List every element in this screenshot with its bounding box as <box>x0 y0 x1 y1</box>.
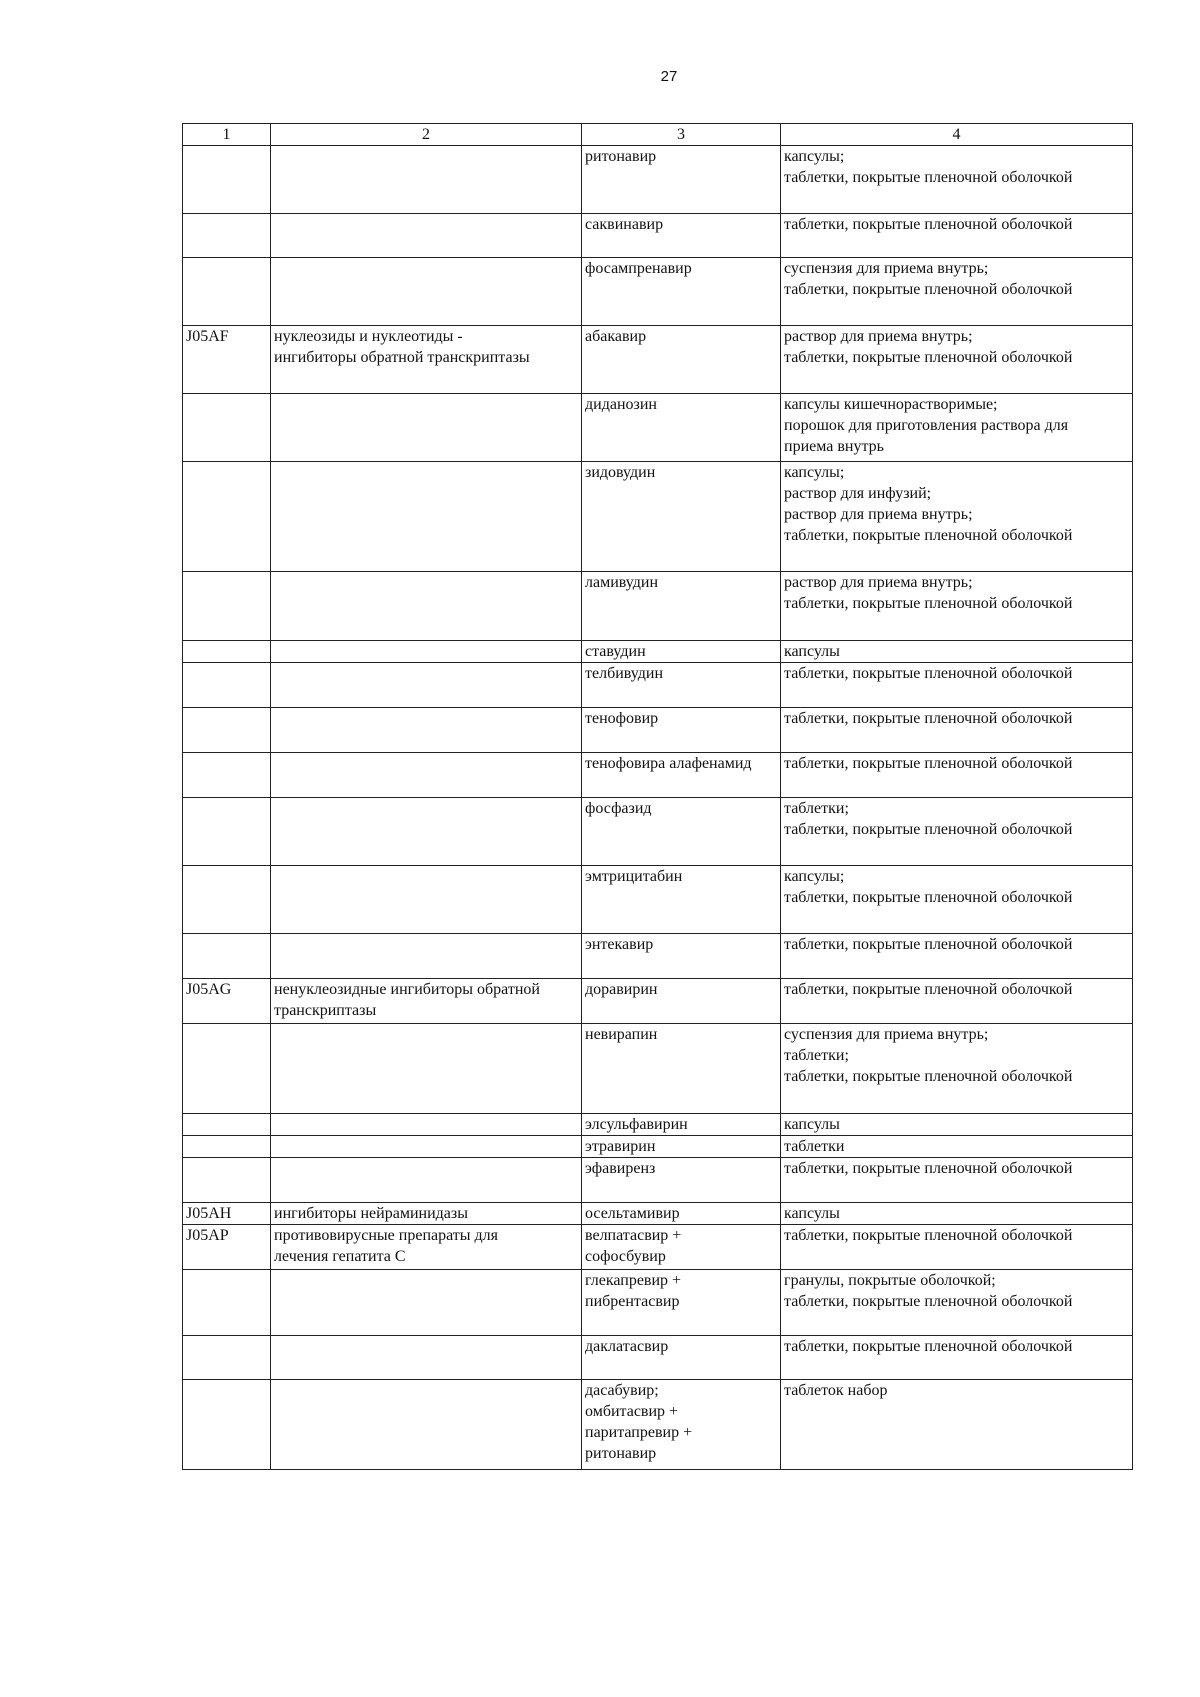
header-row <box>183 124 1133 146</box>
drug-name-line: эфавиренз <box>585 1160 656 1177</box>
atc-code-cell <box>183 1024 271 1114</box>
table-body <box>183 146 1133 1470</box>
atc-group-cell <box>271 1024 582 1114</box>
dosage-forms-cell <box>781 1024 1133 1114</box>
atc-group-cell <box>271 1114 582 1136</box>
atc-code-cell <box>183 663 271 708</box>
dosage-form-line: таблетки, покрытые пленочной оболочкой <box>784 710 1073 727</box>
drug-name-cell <box>582 1380 781 1470</box>
drug-name-cell <box>582 214 781 258</box>
atc-group-cell <box>271 866 582 934</box>
drug-name-line: доравирин <box>585 981 658 998</box>
drug-name-line: ритонавир <box>585 1445 657 1462</box>
dosage-form-line: капсулы; <box>784 868 845 885</box>
atc-code-cell <box>183 214 271 258</box>
dosage-form-line: суспензия для приема внутрь; <box>784 1026 989 1043</box>
dosage-form-line: таблетки, покрытые пленочной оболочкой <box>784 169 1073 186</box>
atc-group-cell <box>271 1136 582 1158</box>
dosage-forms-cell <box>781 934 1133 979</box>
dosage-forms-cell <box>781 641 1133 663</box>
drug-name-line: телбивудин <box>585 665 664 682</box>
drug-name-line: фосфазид <box>585 800 652 817</box>
atc-group-cell <box>271 146 582 214</box>
atc-code-cell <box>183 1158 271 1203</box>
dosage-form-line: суспензия для приема внутрь; <box>784 260 989 277</box>
drug-name-line: этравирин <box>585 1138 656 1155</box>
atc-code-cell <box>183 394 271 462</box>
dosage-forms-cell <box>781 394 1133 462</box>
table-row <box>183 1380 1133 1470</box>
drug-name-cell <box>582 979 781 1024</box>
atc-code-cell <box>183 753 271 798</box>
dosage-forms-cell <box>781 1203 1133 1225</box>
table-row <box>183 798 1133 866</box>
table-row <box>183 462 1133 572</box>
atc-code-cell <box>183 708 271 753</box>
atc-group-cell <box>271 258 582 326</box>
dosage-forms-cell <box>781 1270 1133 1336</box>
drug-name-line: омбитасвир + <box>585 1403 679 1420</box>
table-row <box>183 979 1133 1024</box>
atc-code-cell <box>183 979 271 1024</box>
dosage-form-line: раствор для приема внутрь; <box>784 328 973 345</box>
dosage-forms-cell <box>781 258 1133 326</box>
atc-group-cell <box>271 1203 582 1225</box>
drug-name-cell <box>582 326 781 394</box>
table-row <box>183 394 1133 462</box>
dosage-form-line: таблетки <box>784 1138 845 1155</box>
atc-code-cell <box>183 1114 271 1136</box>
dosage-form-line: таблетки, покрытые пленочной оболочкой <box>784 1227 1073 1244</box>
dosage-form-line: раствор для приема внутрь; <box>784 506 973 523</box>
drug-name-cell <box>582 1203 781 1225</box>
atc-group-cell <box>271 326 582 394</box>
dosage-forms-cell <box>781 979 1133 1024</box>
drug-name-cell <box>582 708 781 753</box>
atc-group-cell <box>271 1336 582 1380</box>
drug-name-cell <box>582 146 781 214</box>
table-row <box>183 572 1133 641</box>
drug-name-cell <box>582 663 781 708</box>
atc-group-cell <box>271 1225 582 1270</box>
drug-name-cell <box>582 1024 781 1114</box>
atc-group-cell <box>271 979 582 1024</box>
atc-group-cell <box>271 572 582 641</box>
dosage-forms-cell <box>781 1380 1133 1470</box>
table-row <box>183 258 1133 326</box>
column-header-3: 3 <box>582 124 781 146</box>
table-row <box>183 1114 1133 1136</box>
dosage-form-line: капсулы; <box>784 148 845 165</box>
dosage-form-line: капсулы; <box>784 464 845 481</box>
table-row <box>183 753 1133 798</box>
drug-name-line: даклатасвир <box>585 1338 669 1355</box>
drug-name-line: ставудин <box>585 643 646 660</box>
dosage-forms-cell <box>781 1225 1133 1270</box>
drug-name-cell <box>582 572 781 641</box>
drug-name-line: глекапревир + <box>585 1272 682 1289</box>
drug-name-cell <box>582 1158 781 1203</box>
atc-code-cell <box>183 1203 271 1225</box>
atc-code-cell <box>183 641 271 663</box>
drug-name-line: энтекавир <box>585 936 654 953</box>
atc-code-cell <box>183 258 271 326</box>
dosage-form-line: гранулы, покрытые оболочкой; <box>784 1272 996 1289</box>
atc-code-cell <box>183 934 271 979</box>
table-row <box>183 1136 1133 1158</box>
drug-name-cell <box>582 462 781 572</box>
atc-group-line: ненуклеозидные ингибиторы обратной <box>274 981 540 998</box>
column-header-1: 1 <box>183 124 271 146</box>
dosage-forms-cell <box>781 1158 1133 1203</box>
atc-code-cell <box>183 1380 271 1470</box>
drug-name-line: тенофовир <box>585 710 659 727</box>
atc-group-line: лечения гепатита С <box>274 1248 406 1265</box>
dosage-form-line: капсулы <box>784 1116 840 1133</box>
atc-group-cell <box>271 394 582 462</box>
drug-name-cell <box>582 753 781 798</box>
dosage-forms-cell <box>781 753 1133 798</box>
table-row <box>183 214 1133 258</box>
dosage-forms-cell <box>781 663 1133 708</box>
dosage-forms-cell <box>781 326 1133 394</box>
atc-group-cell <box>271 462 582 572</box>
column-header-4: 4 <box>781 124 1133 146</box>
column-header-2: 2 <box>271 124 582 146</box>
table-row <box>183 934 1133 979</box>
atc-group-line: ингибиторы нейраминидазы <box>274 1205 468 1222</box>
atc-group-line: транскриптазы <box>274 1002 377 1019</box>
drug-name-line: ритонавир <box>585 148 657 165</box>
table-row <box>183 1336 1133 1380</box>
drug-name-line: элсульфавирин <box>585 1116 688 1133</box>
dosage-forms-cell <box>781 1114 1133 1136</box>
drug-name-line: фосампренавир <box>585 260 692 277</box>
drug-name-line: паритапревир + <box>585 1424 693 1441</box>
atc-group-line: противовирусные препараты для <box>274 1227 499 1244</box>
dosage-form-line: таблеток набор <box>784 1382 888 1399</box>
table-row <box>183 663 1133 708</box>
atc-code: J05AH <box>186 1205 232 1222</box>
dosage-form-line: порошок для приготовления раствора для <box>784 417 1069 434</box>
dosage-form-line: капсулы <box>784 1205 840 1222</box>
dosage-form-line: таблетки, покрытые пленочной оболочкой <box>784 595 1073 612</box>
atc-code-cell <box>183 1336 271 1380</box>
table-row <box>183 866 1133 934</box>
table-row <box>183 708 1133 753</box>
atc-code: J05AF <box>186 328 229 345</box>
atc-group-cell <box>271 798 582 866</box>
dosage-form-line: таблетки, покрытые пленочной оболочкой <box>784 665 1073 682</box>
table-row <box>183 1225 1133 1270</box>
atc-group-line: ингибиторы обратной транскриптазы <box>274 349 530 366</box>
drug-name-line: пибрентасвир <box>585 1293 680 1310</box>
drug-name-cell <box>582 866 781 934</box>
dosage-forms-cell <box>781 572 1133 641</box>
dosage-form-line: раствор для инфузий; <box>784 485 932 502</box>
dosage-form-line: таблетки, покрытые пленочной оболочкой <box>784 349 1073 366</box>
drug-name-line: осельтамивир <box>585 1205 680 1222</box>
drug-name-line: ламивудин <box>585 574 659 591</box>
dosage-form-line: раствор для приема внутрь; <box>784 574 973 591</box>
atc-code: J05AP <box>186 1227 229 1244</box>
atc-group-cell <box>271 753 582 798</box>
drug-name-line: софосбувир <box>585 1248 666 1265</box>
drug-name-cell <box>582 1270 781 1336</box>
dosage-form-line: таблетки; <box>784 1047 849 1064</box>
dosage-forms-cell <box>781 1336 1133 1380</box>
drug-name-cell <box>582 1225 781 1270</box>
dosage-form-line: таблетки, покрытые пленочной оболочкой <box>784 1068 1073 1085</box>
table-row <box>183 326 1133 394</box>
drug-name-cell <box>582 641 781 663</box>
dosage-forms-cell <box>781 866 1133 934</box>
atc-code-cell <box>183 1136 271 1158</box>
drug-name-line: зидовудин <box>585 464 656 481</box>
dosage-form-line: таблетки, покрытые пленочной оболочкой <box>784 889 1073 906</box>
atc-group-cell <box>271 663 582 708</box>
atc-group-cell <box>271 1158 582 1203</box>
dosage-forms-cell <box>781 1136 1133 1158</box>
table-row <box>183 1270 1133 1336</box>
atc-code: J05AG <box>186 981 232 998</box>
drug-name-cell <box>582 934 781 979</box>
atc-code-cell <box>183 1225 271 1270</box>
table-row <box>183 1203 1133 1225</box>
drug-name-cell <box>582 1114 781 1136</box>
atc-code-cell <box>183 572 271 641</box>
dosage-forms-cell <box>781 798 1133 866</box>
atc-group-cell <box>271 641 582 663</box>
dosage-form-line: таблетки, покрытые пленочной оболочкой <box>784 527 1073 544</box>
dosage-form-line: приема внутрь <box>784 438 884 455</box>
atc-group-cell <box>271 1380 582 1470</box>
drug-name-cell <box>582 258 781 326</box>
dosage-form-line: таблетки, покрытые пленочной оболочкой <box>784 1293 1073 1310</box>
drug-name-cell <box>582 1336 781 1380</box>
atc-code-cell <box>183 462 271 572</box>
dosage-forms-cell <box>781 462 1133 572</box>
drug-name-line: тенофовира алафенамид <box>585 755 752 772</box>
drug-name-line: абакавир <box>585 328 647 345</box>
dosage-form-line: таблетки, покрытые пленочной оболочкой <box>784 1338 1073 1355</box>
atc-group-cell <box>271 214 582 258</box>
dosage-form-line: таблетки, покрытые пленочной оболочкой <box>784 1160 1073 1177</box>
dosage-form-line: таблетки, покрытые пленочной оболочкой <box>784 821 1073 838</box>
drug-name-line: диданозин <box>585 396 657 413</box>
dosage-forms-cell <box>781 214 1133 258</box>
drug-name-cell <box>582 798 781 866</box>
atc-code-cell <box>183 866 271 934</box>
atc-group-cell <box>271 708 582 753</box>
dosage-form-line: таблетки, покрытые пленочной оболочкой <box>784 755 1073 772</box>
drug-name-line: велпатасвир + <box>585 1227 682 1244</box>
atc-code-cell <box>183 798 271 866</box>
dosage-form-line: таблетки, покрытые пленочной оболочкой <box>784 981 1073 998</box>
atc-code-cell <box>183 326 271 394</box>
drug-name-line: невирапин <box>585 1026 658 1043</box>
drug-name-line: дасабувир; <box>585 1382 659 1399</box>
dosage-form-line: таблетки, покрытые пленочной оболочкой <box>784 216 1073 233</box>
drug-name-line: саквинавир <box>585 216 664 233</box>
page-number: 27 <box>660 68 678 85</box>
table-row <box>183 1024 1133 1114</box>
dosage-forms-cell <box>781 146 1133 214</box>
dosage-form-line: капсулы кишечнорастворимые; <box>784 396 998 413</box>
drug-name-cell <box>582 1136 781 1158</box>
atc-group-line: нуклеозиды и нуклеотиды - <box>274 328 463 345</box>
dosage-form-line: капсулы <box>784 643 840 660</box>
table-row <box>183 641 1133 663</box>
drug-name-cell <box>582 394 781 462</box>
atc-group-cell <box>271 1270 582 1336</box>
drug-table <box>182 123 1133 1470</box>
atc-code-cell <box>183 146 271 214</box>
atc-group-cell <box>271 934 582 979</box>
dosage-form-line: таблетки, покрытые пленочной оболочкой <box>784 281 1073 298</box>
dosage-forms-cell <box>781 708 1133 753</box>
table-row <box>183 1158 1133 1203</box>
drug-name-line: эмтрицитабин <box>585 868 683 885</box>
atc-code-cell <box>183 1270 271 1336</box>
table-row <box>183 146 1133 214</box>
dosage-form-line: таблетки; <box>784 800 849 817</box>
dosage-form-line: таблетки, покрытые пленочной оболочкой <box>784 936 1073 953</box>
